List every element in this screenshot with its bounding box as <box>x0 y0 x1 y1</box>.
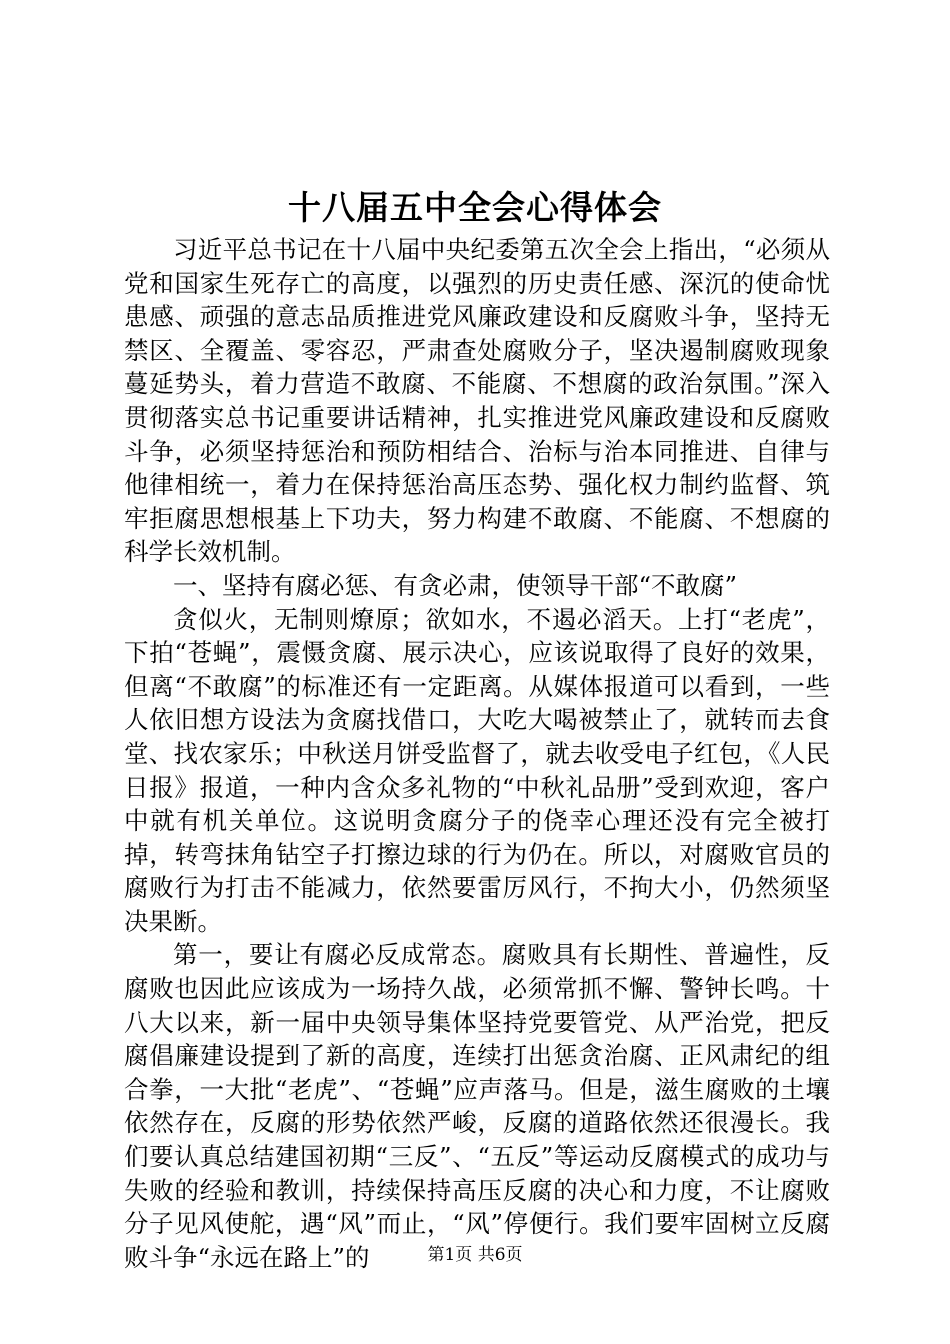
document-title: 十八届五中全会心得体会 <box>288 188 662 227</box>
paragraph-intro: 习近平总书记在十八届中央纪委第五次全会上指出，“必须从党和国家生死存亡的高度，以强烈的历史责任感、深沉的使命忧患感、顽强的意志品质推进党风廉政建设和反腐败斗争，坚持无禁区、全覆盖、零容忍，严肃查处腐败分子，坚决遏制腐败现象蔓延势头，着力营造不敢腐、不能腐、不想腐的政治氛围。”深入贯彻落实总书记重要讲话精神，扎实推进党风廉政建设和反腐败斗争，必须坚持惩治和预防相结合、治标与治本同推进、自律与他律相统一，着力在保持惩治高压态势、强化权力制约监督、筑牢拒腐思想根基上下功夫，努力构建不敢腐、不能腐、不想腐的科学长效机制。 <box>124 235 830 567</box>
section-heading-1: 一、坚持有腐必惩、有贪必肃，使领导干部“不敢腐” <box>173 570 738 600</box>
page-footer: 第1页 共6页 <box>427 1245 523 1265</box>
paragraph-point-1: 第一，要让有腐必反成常态。腐败具有长期性、普遍性，反腐败也因此应该成为一场持久战，必须常抓不懈、警钟长鸣。十八大以来，新一届中央领导集体坚持党要管党、从严治党，把反腐倡廉建设提到了新的高度，连续打出惩贪治腐、正风肃纪的组合拳，一大批“老虎”、“苍蝇”应声落马。但是，滋生腐败的土壤依然存在，反腐的形势依然严峻，反腐的道路依然还很漫长。我们要认真总结建国初期“三反”、“五反”等运动反腐模式的成功与失败的经验和教训，持续保持高压反腐的决心和力度，不让腐败分子见风使舵，遇“风”而止，“风”停便行。我们要牢固树立反腐败斗争“永远在路上”的 <box>124 940 830 1272</box>
paragraph-section-1: 贪似火，无制则燎原；欲如水，不遏必滔天。上打“老虎”，下拍“苍蝇”，震慑贪腐、展示决心，应该说取得了良好的效果，但离“不敢腐”的标准还有一定距离。从媒体报道可以看到，一些人依旧想方设法为贪腐找借口，大吃大喝被禁止了，就转而去食堂、找农家乐；中秋送月饼受监督了，就去收受电子红包，《人民日报》报道，一种内含众多礼物的“中秋礼品册”受到欢迎，客户中就有机关单位。这说明贪腐分子的侥幸心理还没有完全被打掉，转弯抹角钻空子打擦边球的行为仍在。所以，对腐败官员的腐败行为打击不能减力，依然要雷厉风行，不拘大小，仍然须坚决果断。 <box>124 604 830 936</box>
document-body <box>124 233 830 1274</box>
